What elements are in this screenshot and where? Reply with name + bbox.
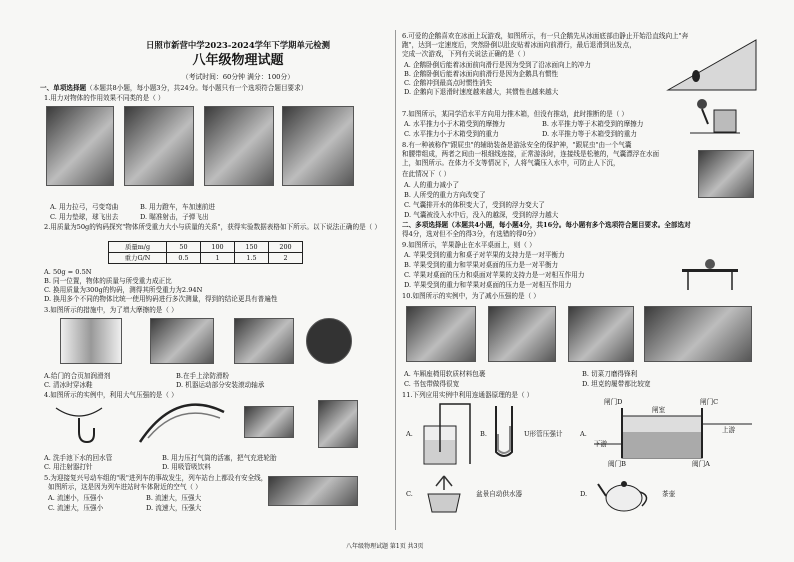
q11-label-a2: A.: [580, 430, 587, 438]
q11-lock-label-chamber: 闸室: [652, 406, 666, 414]
q1-volleyball-photo: [204, 106, 274, 186]
q8-stem-line2: 和腰带组成，两者之间由一根细线连接，正常游泳时，连接线是松驰的，气囊漂浮在水面: [402, 150, 660, 158]
q11-lock-label-c: 闸门C: [700, 398, 719, 406]
q1-option-b: B. 用力蹬车，车加速前进: [140, 203, 215, 211]
q8-option-b: B. 人所受的重力方向改变了: [404, 191, 486, 199]
q11-b-caption: U形管压强计: [524, 430, 563, 438]
q10-seat-photo: [406, 306, 476, 362]
q1-option-a: A. 用力拉弓，弓变弯曲: [50, 203, 119, 211]
q11-a-beaker-drawing: [420, 400, 480, 468]
q3-stem: 3.如图所示的措施中，为了增大摩擦的是（ ）: [44, 306, 178, 314]
q3-option-a: A.给门的合页加润滑剂: [44, 372, 111, 380]
q2-mass-row: [109, 242, 303, 253]
q11-lock-label-b: 阀门B: [608, 460, 627, 468]
q11-u-tube-drawing: [492, 404, 516, 462]
q7-stem: 7.如图所示，某同学沿水平方向用力推木箱，但没有推动，此时推断的是（ ）: [402, 110, 628, 118]
q11-stem: 11.下列应用实例中利用连通器原理的是（ ）: [402, 391, 534, 399]
q11-lock-label-downstream: 下游: [594, 440, 608, 448]
q9-option-c: C. 苹果对桌面的压力和桌面对苹果的支持力是一对相互作用力: [404, 271, 585, 279]
q2-option-b: B. 同一位置，物体的质量与所受重力成正比: [44, 277, 172, 285]
q4-option-a: A. 洗手池下水的回水管: [44, 454, 113, 462]
q11-d-caption: 茶壶: [662, 490, 676, 498]
q5-stem-line1: 5.为迎接复兴号动车组的"吸"进列车的事故发生，列车站台上都设有安全线，: [44, 474, 268, 482]
q2-mass-cell: 100: [201, 242, 235, 253]
q6-option-c: C. 企鹅冲到最高点时惯性消失: [404, 79, 493, 87]
q11-label-b: B.: [480, 430, 487, 438]
q4-pump-drawing: [136, 398, 228, 446]
school-header: 日照市新营中学2023-2024学年下学期单元检测: [145, 40, 331, 50]
q4-straw-photo: [318, 400, 358, 448]
column-divider: [395, 30, 396, 530]
q2-mass-header: 质量m/g: [109, 242, 167, 253]
q3-hinge-photo: [60, 318, 122, 364]
q2-weight-cell: 2: [269, 253, 303, 264]
q8-swimmer-photo: [698, 150, 754, 198]
q7-option-a: A. 水平推力小于木箱受到的摩擦力: [404, 120, 506, 128]
q3-hands-photo: [150, 318, 214, 364]
q2-data-table: [108, 241, 303, 264]
q9-option-d: D. 苹果受到的重力和苹果对桌面的压力是一对相互作用力: [404, 281, 572, 289]
section2-heading-line1: 二、多项选择题（本题共4小题，每小题4分，共16分。每小题有多个选项符合题目要求。全部选对: [402, 221, 691, 229]
q4-sink-drawing: [54, 402, 104, 448]
q10-stem: 10.如图所示的实例中，为了减小压强的是（ ）: [402, 292, 540, 300]
q4-stem: 4.如图所示的实例中，利用大气压强的是（ ）: [44, 391, 178, 399]
q3-skate-photo: [234, 318, 294, 364]
q11-label-d: D.: [580, 490, 588, 498]
q8-option-d: D. 气囊被没入水中后，没入的越深，受到的浮力越大: [404, 211, 559, 219]
q3-option-b: B.在手上涂防滑粉: [176, 372, 230, 380]
q1-archer-photo: [46, 106, 114, 186]
q3-bearing-photo: [306, 318, 352, 364]
q11-c-caption: 盆景自动供水器: [476, 490, 523, 498]
q8-stem-line1: 8.有一种被称作"跟屁虫"的辅助装备是游泳安全的保护神，"跟屁虫"由一个气囊: [402, 141, 632, 149]
q2-weight-header: 重力G/N: [109, 253, 167, 264]
q7-option-d: D. 水平推力等于木箱受到的重力: [542, 130, 637, 138]
section1-heading-rest: （本题共8小题，每小题3分，共24分。每小题只有一个选项符合题目要求）: [86, 84, 308, 92]
q8-stem-line4: 在此情况下（ ）: [402, 170, 451, 178]
q4-syringe-photo: [244, 406, 294, 438]
q11-label-a: A.: [406, 430, 413, 438]
section2-heading-line2: 得4分，选对但不全的得3分，有选错的得0分）: [402, 230, 540, 238]
q3-option-c: C. 清冰时穿冰鞋: [44, 381, 93, 389]
q10-option-b: B. 切菜刀磨得锋利: [582, 370, 638, 378]
q1-option-d: D. 瞄准射击，子弹飞出: [140, 213, 209, 221]
q4-option-b: B. 用力压打气筒的活塞，把气充进轮胎: [162, 454, 277, 462]
q5-option-b: B. 流速大，压强大: [146, 494, 202, 502]
q11-c-planter-drawing: [424, 472, 464, 516]
q10-tank-photo: [644, 306, 752, 362]
section1-heading: [40, 84, 307, 92]
q1-stem: 1.用力对物体的作用效果不同类的是（ ）: [44, 94, 165, 102]
q2-mass-cell: 50: [167, 242, 201, 253]
q2-weight-cell: 0.5: [167, 253, 201, 264]
q8-option-c: C. 气囊排开水的体积变大了，受到的浮力变大了: [404, 201, 545, 209]
q2-weight-row: [109, 253, 303, 264]
q4-option-c: C. 用注射器打针: [44, 463, 93, 471]
q6-option-d: D. 企鹅向下退滑时速度越来越大，其惯性也越来越大: [404, 88, 559, 96]
q10-option-a: A. 车厢座椅用软质材料包裹: [404, 370, 486, 378]
page-footer: 八年级物理试题 第1页 共3页: [346, 543, 424, 550]
q5-option-c: C. 流速大，压强小: [48, 504, 104, 512]
q7-option-c: C. 水平推力小于木箱受到的重力: [404, 130, 499, 138]
q4-option-d: D. 用吸管吸饮料: [162, 463, 211, 471]
q8-option-a: A. 人的重力减小了: [404, 181, 460, 189]
q1-option-c: C. 用力垫球，球飞出去: [50, 213, 119, 221]
q9-stem: 9.如图所示，苹果静止在水平桌面上，则（ ）: [402, 241, 536, 249]
q11-label-c: C.: [406, 490, 413, 498]
q6-penguin-slope-drawing: [666, 36, 758, 92]
q8-stem-line3: 上，如图所示。在体力不支等情况下，人将气囊压入水中，可防止人下沉，: [402, 159, 620, 167]
q2-weight-cell: 1: [201, 253, 235, 264]
q2-mass-cell: 150: [235, 242, 269, 253]
q5-stem-line2: 如图所示，这是因为列车进站时车体附近的空气（ ）: [48, 483, 202, 491]
section1-heading-label: 一、单项选择题: [40, 84, 87, 92]
q2-weight-cell: 1.5: [235, 253, 269, 264]
q2-option-d: D. 换用多个不同的物体比统一使用钩码进行多次测量，得到的结论更具有普遍性: [44, 295, 278, 303]
q2-option-c: C. 换用质量为300g的钩码，测得其所受重力为2.94N: [44, 286, 203, 294]
q7-push-box-drawing: [690, 96, 740, 136]
q11-lock-label-a: 阀门A: [692, 460, 710, 468]
q1-shooter-photo: [282, 106, 354, 186]
q2-stem: 2.用质量为50g的钩码探究"物体所受重力大小与质量的关系"，获得实验数据表格如下所示。以下说法正确的是（ ）: [44, 223, 381, 231]
q10-option-d: D. 坦克的履带都比较宽: [582, 380, 651, 388]
q5-option-a: A. 流速小，压强小: [48, 494, 104, 502]
q11-lock-label-d: 闸门D: [604, 398, 623, 406]
q6-stem-line3: 完成一次游戏，下列有关说法正确的是（ ）: [402, 50, 530, 58]
q11-lock-label-upstream: 上游: [722, 426, 736, 434]
exam-info: （考试时间：60分钟 满分：100分）: [181, 73, 295, 81]
q6-stem-line2: 跑"，达到一定速度后，突然卧倒以肚皮贴着冰面向前滑行，最后退滑到出发点，: [402, 41, 636, 49]
q5-train-photo: [268, 476, 358, 506]
q6-option-a: A. 企鹅卧倒后能着冰面前向滑行是因为受到了沿冰面向上的冲力: [404, 61, 591, 69]
q9-option-b: B. 苹果受到的重力和苹果对桌面的压力是一对平衡力: [404, 261, 559, 269]
q2-option-a: A. 50g = 0.5N: [44, 268, 92, 276]
q2-mass-cell: 200: [269, 242, 303, 253]
q6-stem-line1: 6.可爱的企鹅喜欢在冰面上玩游戏，如图所示，有一只企鹅先从冰面底部由静止开始沿直线向上"奔: [402, 32, 689, 40]
q5-option-d: D. 流速大，压强大: [146, 504, 202, 512]
q10-option-c: C. 书包带做得很宽: [404, 380, 460, 388]
q10-knife-photo: [488, 306, 556, 362]
q7-option-b: B. 水平推力等于木箱受到的摩擦力: [542, 120, 644, 128]
q6-option-b: B. 企鹅卧倒后能着冰面向前滑行是因为企鹅具有惯性: [404, 70, 559, 78]
q11-teapot-drawing: [596, 474, 656, 514]
q3-option-d: D. 机器运动部分安装滚动轴承: [176, 381, 265, 389]
q9-apple-table-drawing: [680, 256, 740, 292]
q9-option-a: A. 苹果受到的重力和桌子对苹果的支持力是一对平衡力: [404, 251, 565, 259]
q10-backpack-photo: [568, 306, 634, 362]
q1-cyclist-photo: [124, 106, 194, 186]
exam-title: 八年级物理试题: [192, 53, 284, 68]
